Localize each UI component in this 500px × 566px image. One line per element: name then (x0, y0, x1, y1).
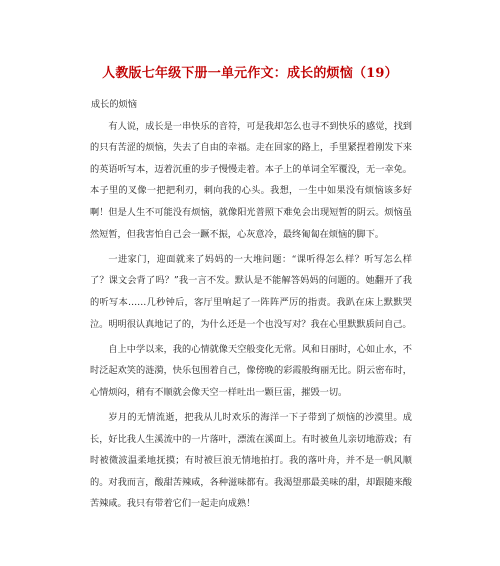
document-body (90, 94, 412, 519)
paragraph-3: 自上中学以来，我的心情就像天空般变化无常。风和日丽时，心如止水，不时泛起欢笑的涟漪，快乐包围着自己，像傍晚的彩霞般绚丽无比。阴云密布时，心情烦闷，稍有不顺就会像天空一样吐出一颗巨雷，摧毁一切。 (90, 343, 412, 398)
document-title: 人教版七年级下册一单元作文：成长的烦恼（19） (102, 66, 398, 81)
document-subtitle: 成长的烦恼 (91, 99, 137, 110)
paragraph-4: 岁月的无情流逝，把我从儿时欢乐的海洋一下子带到了烦恼的沙漠里。成长，好比我人生溪流中的一片落叶，漂流在溪面上。有时被鱼儿亲切地游戏；有时被微波温柔地抚摸；有时被巨浪无情地拍打。我的落叶舟，并不是一帆风顺的。对我而言，酸甜苦辣咸，各种滋味都有。我渴望那最美味的甜，却跟随来酸苦辣咸。我只有带着它们一起走向成熟！ (90, 412, 412, 510)
paragraph-1: 有人说，成长是一串快乐的音符，可是我却怎么也寻不到快乐的感觉，找到的只有苦涩的烦恼，失去了自由的幸福。走在回家的路上，手里紧捏着刚发下来的英语听写本，迈着沉重的步子慢慢走着。本子上的单词全军覆没，无一幸免。本子里的叉像一把把利刃，刺向我的心头。我想，一生中如果没有烦恼该多好啊！但是人生不可能没有烦恼，就像阳光普照下难免会出现短暂的阴云。烦恼虽然短暂，但我害怕自己会一蹶不振，心灰意冷，最终匍匐在烦恼的脚下。 (90, 120, 412, 240)
paragraph-2: 一进家门，迎面就来了妈妈的一大堆问题：“课听得怎么样？听写怎么样了？课文会背了吗？”我一言不发。默认是不能解答妈妈的问题的。她翻开了我的听写本……几秒钟后，客厅里响起了一阵阵严厉的指责。我趴在床上默默哭泣。明明很认真地记了的，为什么还是一个也没写对？我在心里默默质问自己。 (90, 253, 412, 330)
